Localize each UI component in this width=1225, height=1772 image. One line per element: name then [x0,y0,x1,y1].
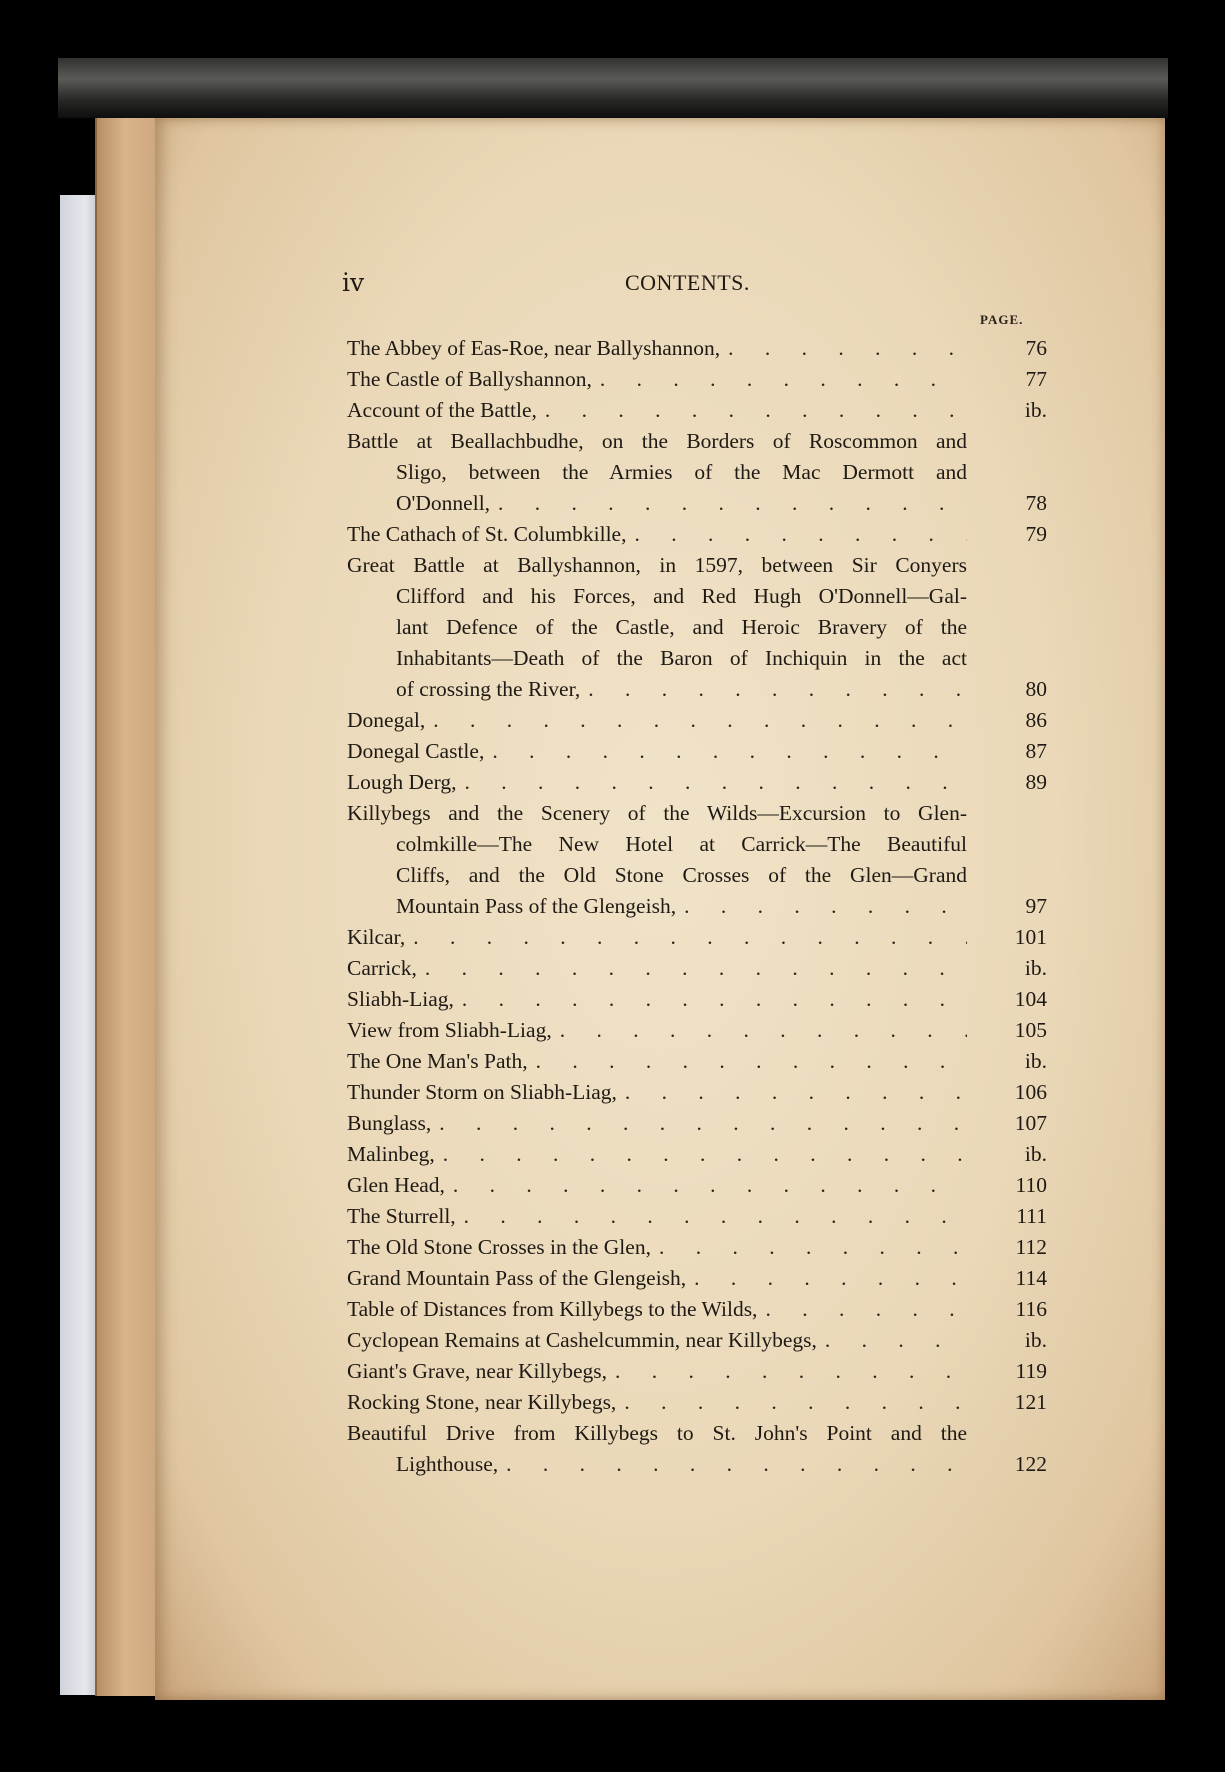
toc-entry [347,550,1047,705]
toc-entry [347,1418,1047,1480]
plastic-sleeve-glare [58,58,1168,118]
dot-leader [634,519,967,550]
toc-entry [347,984,1047,1015]
toc-entry-title-text: Account of the Battle, [347,398,537,422]
toc-entry-title-text: Donegal, [347,708,426,732]
toc-entry-title-line [347,395,967,426]
toc-entry [347,705,1047,736]
toc-entry [347,1015,1047,1046]
toc-entry [347,767,1047,798]
toc-entry-title-line: Cliffs, and the Old Stone Crosses of the Glen—Grand [396,863,967,887]
toc-entry-title-line [347,1387,967,1418]
toc-entry-title-line [347,705,967,736]
dot-leader [684,891,967,922]
toc-entry-title-line [347,891,967,922]
toc-entry-title-line [347,1294,967,1325]
toc-entry [347,1108,1047,1139]
toc-entry-title-text: Bunglass, [347,1111,432,1135]
dot-leader [425,953,967,984]
toc-entry-title-line [347,519,967,550]
toc-entry [347,1201,1047,1232]
dot-leader [464,767,967,798]
toc-entry-page-number: ib. [1024,1328,1047,1352]
toc-entry-title-line [347,922,967,953]
toc-entry-title-text: Kilcar, [347,925,406,949]
toc-entry-title-text: Cyclopean Remains at Cashelcummin, near Killybegs, [347,1328,817,1352]
page-number: iv [342,268,365,297]
toc-entry-title-text: Lighthouse, [396,1452,499,1476]
toc-entry-title-text: O'Donnell, [396,491,491,515]
toc-entry-page-number: 116 [1015,1297,1047,1321]
toc-entry-title-line [347,736,967,767]
dot-leader [462,984,967,1015]
toc-entry-title-text: Giant's Grave, near Killybegs, [347,1359,608,1383]
toc-entry-title-line [347,1170,967,1201]
dot-leader [536,1046,967,1077]
toc-entry-title-line [347,1356,967,1387]
dot-leader [588,674,967,705]
toc-entry-page-number: 101 [1014,925,1047,949]
toc-entry-page-number: 104 [1014,987,1047,1011]
dot-leader [615,1356,967,1387]
toc-entry [347,1046,1047,1077]
toc-entry-title-line [347,674,967,705]
toc-entry-title-text: Grand Mountain Pass of the Glengeish, [347,1266,687,1290]
toc-entry-page-number: 114 [1015,1266,1047,1290]
toc-entry-title-line: Killybegs and the Scenery of the Wilds—Excursion to Glen- [347,801,967,825]
toc-entry-title-line [347,767,967,798]
toc-entry-title-text: Glen Head, [347,1173,445,1197]
toc-entry-page-number: 86 [1025,708,1047,732]
toc-entry-page-number: ib. [1024,398,1047,422]
toc-entry-page-number: 112 [1015,1235,1047,1259]
toc-entry-title-line: Great Battle at Ballyshannon, in 1597, between Sir Conyers [347,553,967,577]
toc-entry [347,1170,1047,1201]
toc-entry-page-number: 89 [1025,770,1047,794]
toc-entry [347,1294,1047,1325]
toc-entry-title-line [347,1449,967,1480]
toc-entry-page-number: 111 [1016,1204,1047,1228]
toc-entry-title-text: Thunder Storm on Sliabh-Liag, [347,1080,617,1104]
dot-leader [453,1170,967,1201]
toc-entry [347,953,1047,984]
toc-entry [347,333,1047,364]
toc-entry-page-number: 76 [1025,336,1047,360]
toc-entry-title-text: The Cathach of St. Columbkille, [347,522,627,546]
toc-entry-page-number: ib. [1024,956,1047,980]
dot-leader [659,1232,967,1263]
toc-entry-title-text: Donegal Castle, [347,739,485,763]
toc-entry [347,1139,1047,1170]
dot-leader [464,1201,967,1232]
toc-entry-title-line [347,1201,967,1232]
dot-leader [600,364,967,395]
toc-entry-page-number: ib. [1024,1142,1047,1166]
dot-leader [545,395,967,426]
toc-entry-title-text: Sliabh-Liag, [347,987,454,1011]
toc-entry-title-line [347,1108,967,1139]
dot-leader [492,736,967,767]
toc-entry-title-text: The Old Stone Crosses in the Glen, [347,1235,651,1259]
toc-entry [347,1263,1047,1294]
toc-entry-page-number: ib. [1024,1049,1047,1073]
dot-leader [625,1077,967,1108]
toc-entry-title-text: View from Sliabh-Liag, [347,1018,552,1042]
toc-entry-page-number: 107 [1014,1111,1047,1135]
toc-entry-title-line [347,364,967,395]
toc-entry-title-text: The Sturrell, [347,1204,456,1228]
toc-entry-page-number: 110 [1015,1173,1047,1197]
toc-entry-title-text: Mountain Pass of the Glengeish, [396,894,677,918]
toc-entry-title-text: The Abbey of Eas-Roe, near Ballyshannon, [347,336,721,360]
toc-entry-title-text: of crossing the River, [396,677,581,701]
toc-entry [347,1077,1047,1108]
toc-entry-page-number: 119 [1015,1359,1047,1383]
toc-entry [347,1325,1047,1356]
toc-entry-title-line: colmkille—The New Hotel at Carrick—The Beautiful [396,832,967,856]
dot-leader [694,1263,967,1294]
toc-entry-page-number: 78 [1025,491,1047,515]
toc-entry [347,798,1047,922]
toc-entry-title-text: The Castle of Ballyshannon, [347,367,592,391]
toc-entry-title-text: Lough Derg, [347,770,457,794]
toc-entry [347,426,1047,519]
toc-entry [347,519,1047,550]
toc-entry-title-line [347,488,967,519]
dot-leader [506,1449,967,1480]
toc-entry-page-number: 80 [1025,677,1047,701]
toc-entry [347,1232,1047,1263]
dot-leader [443,1139,967,1170]
toc-entry-page-number: 79 [1025,522,1047,546]
toc-entry [347,922,1047,953]
toc-entry-page-number: 106 [1014,1080,1047,1104]
page-column-label: PAGE. [980,312,1024,327]
toc-entry-title-line: Clifford and his Forces, and Red Hugh O'Donnell—Gal- [396,584,967,608]
dot-leader [825,1325,967,1356]
toc-entry-page-number: 121 [1014,1390,1047,1414]
dot-leader [433,705,967,736]
toc-entry-title-line [347,1232,967,1263]
toc-entry-title-line: Sligo, between the Armies of the Mac Dermott and [396,460,967,484]
toc-entry-title-line: Beautiful Drive from Killybegs to St. John's Point and the [347,1421,967,1445]
toc-entry-page-number: 97 [1025,894,1047,918]
toc-entry-title-line [347,1077,967,1108]
toc-entry-page-number: 77 [1025,367,1047,391]
dot-leader [498,488,967,519]
toc-entry-page-number: 87 [1025,739,1047,763]
toc-entry-title-text: The One Man's Path, [347,1049,528,1073]
dot-leader [624,1387,967,1418]
toc-entry-title-line: Battle at Beallachbudhe, on the Borders of Roscommon and [347,429,967,453]
dot-leader [728,333,967,364]
toc-entry [347,1387,1047,1418]
toc-entry [347,736,1047,767]
toc-entry-title-line [347,1325,967,1356]
toc-entry-title-text: Table of Distances from Killybegs to the Wilds, [347,1297,758,1321]
toc-entry-title-text: Carrick, [347,956,417,980]
toc-entry [347,364,1047,395]
toc-entry-title-text: Rocking Stone, near Killybegs, [347,1390,617,1414]
toc-entry-title-line [347,1015,967,1046]
running-head: CONTENTS. [625,270,750,295]
toc-entry-title-line: lant Defence of the Castle, and Heroic Bravery of the [396,615,967,639]
toc-entry-title-text: Malinbeg, [347,1142,435,1166]
dot-leader [439,1108,967,1139]
toc-entry-page-number: 122 [1014,1452,1047,1476]
table-of-contents [347,333,1047,1480]
toc-entry-title-line [347,1046,967,1077]
toc-entry-title-line [347,953,967,984]
dot-leader [765,1294,967,1325]
toc-entry-title-line [347,1139,967,1170]
dot-leader [560,1015,967,1046]
toc-entry [347,1356,1047,1387]
dot-leader [413,922,967,953]
toc-entry-title-line [347,1263,967,1294]
toc-entry-title-line [347,333,967,364]
toc-entry [347,395,1047,426]
toc-entry-page-number: 105 [1014,1018,1047,1042]
toc-entry-title-line [347,984,967,1015]
toc-entry-title-line: Inhabitants—Death of the Baron of Inchiquin in the act [396,646,967,670]
